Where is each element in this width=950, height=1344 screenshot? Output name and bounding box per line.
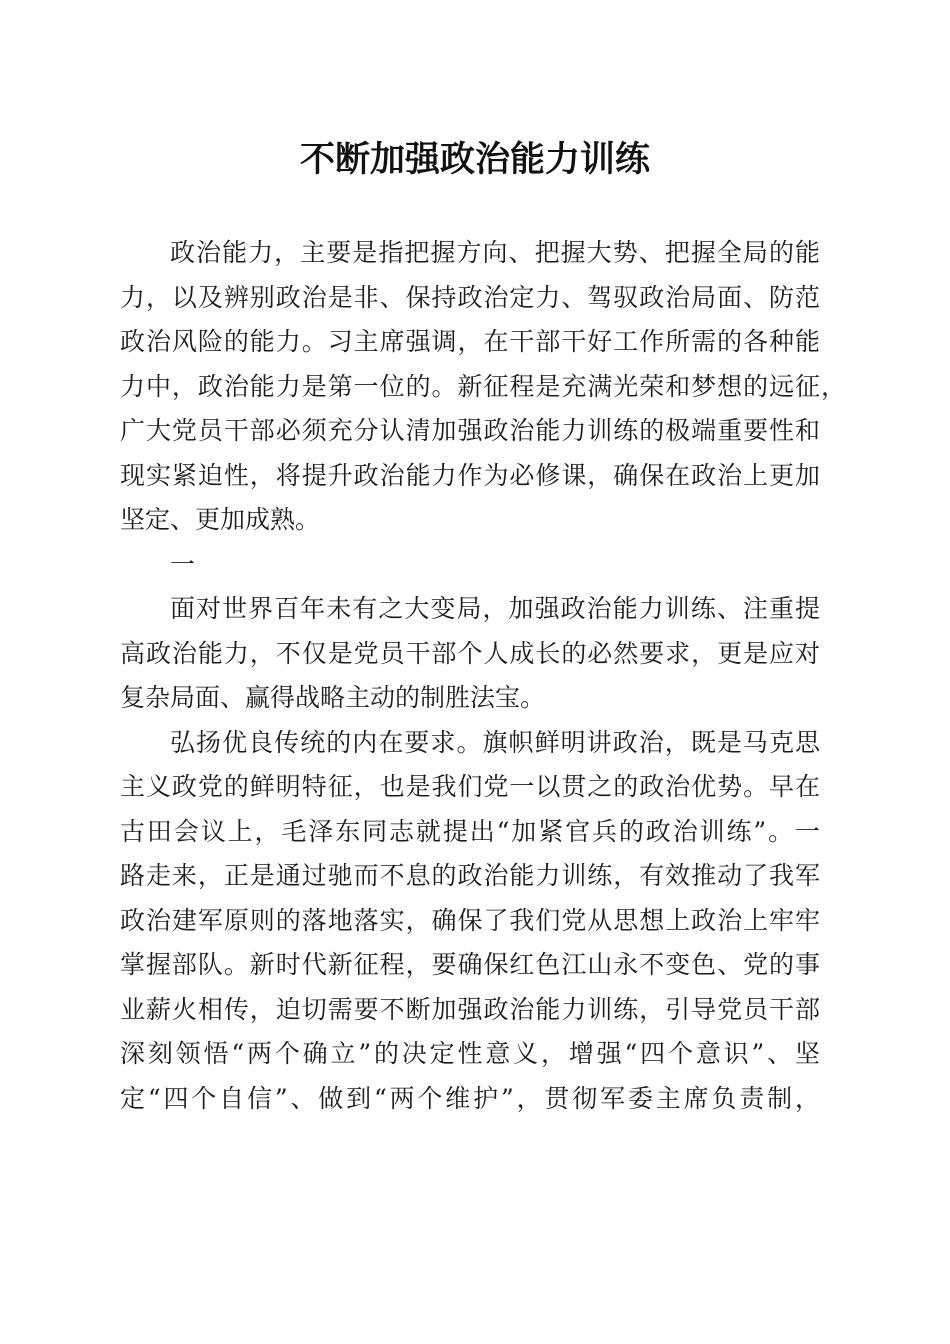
- paragraph-line: 广大党员干部必须充分认清加强政治能力训练的极端重要性和: [120, 416, 820, 445]
- section-number: 一: [170, 549, 196, 579]
- paragraph-3: [120, 721, 850, 1122]
- paragraph-line: 面对世界百年未有之大变局，加强政治能力训练、注重提: [170, 594, 820, 623]
- paragraph-line: 现实紧迫性，将提升政治能力作为必修课，确保在政治上更加: [120, 460, 820, 490]
- paragraph-line: 主义政党的鲜明特征，也是我们党一以贯之的政治优势。早在: [120, 772, 820, 801]
- paragraph-2: [120, 587, 850, 721]
- paragraph-line: 政治风险的能力。习主席强调，在干部干好工作所需的各种能: [120, 327, 820, 356]
- paragraph-line: 复杂局面、赢得战略主动的制胜法宝。: [120, 683, 546, 712]
- paragraph-line: 掌握部队。新时代新征程，要确保红色江山永不变色、党的事: [120, 950, 820, 979]
- document-body: [120, 231, 850, 1121]
- document-title: 不断加强政治能力训练: [299, 139, 650, 180]
- paragraph-line: 力，以及辨别政治是非、保持政治定力、驾驭政治局面、防范: [120, 282, 820, 312]
- paragraph-line: 定“四个自信”、做到“两个维护”，贯彻军委主席负责制，: [120, 1083, 820, 1113]
- paragraph-line: 业薪火相传，迫切需要不断加强政治能力训练，引导党员干部: [120, 994, 820, 1024]
- paragraph-line: 路走来，正是通过驰而不息的政治能力训练，有效推动了我军: [120, 861, 820, 890]
- section-heading-one: [120, 543, 850, 588]
- paragraph-line: 高政治能力，不仅是党员干部个人成长的必然要求，更是应对: [120, 638, 820, 668]
- paragraph-line: 深刻领悟“两个确立”的决定性意义，增强“四个意识”、坚: [120, 1039, 820, 1068]
- paragraph-line: 政治建军原则的落地落实，确保了我们党从思想上政治上牢牢: [120, 905, 820, 935]
- paragraph-intro: [120, 231, 850, 543]
- paragraph-line: 弘扬优良传统的内在要求。旗帜鲜明讲政治，既是马克思: [170, 727, 820, 757]
- paragraph-line: 力中，政治能力是第一位的。新征程是充满光荣和梦想的远征，: [120, 371, 846, 401]
- paragraph-line: 古田会议上，毛泽东同志就提出“加紧官兵的政治训练”。一: [120, 816, 820, 846]
- paragraph-line: 坚定、更加成熟。: [120, 505, 321, 534]
- paragraph-line: 政治能力，主要是指把握方向、把握大势、把握全局的能: [170, 238, 820, 267]
